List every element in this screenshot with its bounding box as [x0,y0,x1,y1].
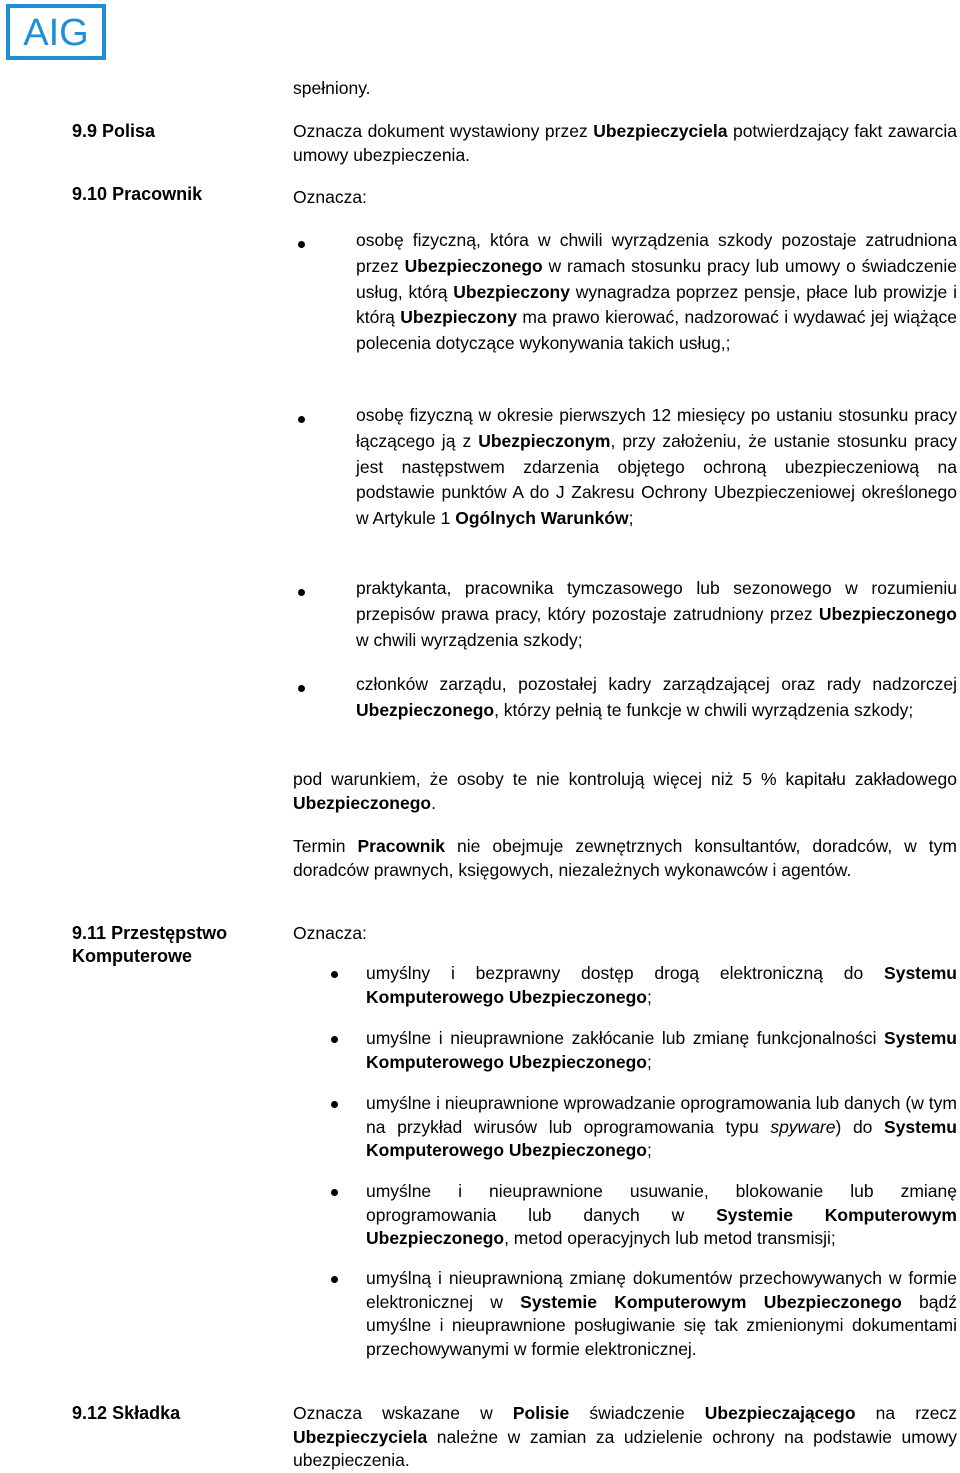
section-number: 9.11 [72,923,107,943]
italic-term: spyware [770,1116,836,1137]
emphasized-term: Systemie Komputerowym Ubezpieczonego [366,1204,957,1248]
text-run: . [431,792,436,813]
section-term: Przestępstwo [111,923,228,943]
continued-text: spełniony. [293,78,371,98]
text-run: Oznacza wskazane w [293,1403,513,1423]
emphasized-term: Ubezpieczyciela [293,1426,428,1447]
section-9-10-heading [72,183,202,206]
text-run: ) do [835,1116,885,1137]
section-term: Polisa [102,121,156,141]
section-9-11-intro: Oznacza: [293,923,367,943]
text-run: świadczenie [569,1403,705,1423]
bullet-marker [331,1276,338,1283]
section-9-10-bullet-3 [356,576,957,653]
section-9-11-heading [72,922,227,968]
emphasized-term: Ubezpieczonego [404,255,543,276]
section-9-10-bullet-2 [356,403,957,532]
text-run: , którzy pełnią te funkcje w chwili wyrządzenia szkody; [494,699,914,720]
section-9-10-exclusion [293,835,957,882]
section-number: 9.12 [72,1403,108,1423]
text-run: praktykanta, pracownika tymczasowego lub sezonowego w rozumieniu przepisów prawa pracy, który pozostaje zatrudniony przez [356,578,957,624]
emphasized-term: Ubezpieczonego [293,792,432,813]
text-run: potwierdzający fakt zawarcia umowy ubezpieczenia. [293,121,957,165]
section-term-continued: Komputerowe [72,946,193,966]
emphasized-term: Ubezpieczającego [704,1403,856,1423]
text-run: w chwili wyrządzenia szkody; [356,629,583,650]
emphasized-term: Systemie Komputerowym Ubezpieczonego [520,1291,902,1312]
text-run: należne w zamian za udzielenie ochrony na podstawie umowy ubezpieczenia. [293,1426,957,1470]
emphasized-term: Ogólnych Warunków [455,508,629,529]
emphasized-term: Ubezpieczonego [818,603,957,624]
text-run: osobę fizyczną w okresie pierwszych 12 miesięcy po ustaniu stosunku pracy łączącego ją z [356,405,957,451]
bullet-marker [331,971,338,978]
aig-logo-text: AIG [23,12,89,52]
emphasized-term: Systemu Komputerowego Ubezpieczonego [366,1028,957,1072]
section-9-11-bullet-4 [366,1180,957,1251]
text-run: członków zarządu, pozostałej kadry zarządzającej oraz rady nadzorczej [356,674,957,694]
bullet-marker [331,1101,338,1108]
text-run: umyślne i nieuprawnione usuwanie, blokowanie lub zmianę oprogramowania lub danych w [366,1181,957,1225]
text-run: pod warunkiem, że osoby te nie kontrolują więcej niż 5 % kapitału zakładowego [293,769,957,789]
text-run: na rzecz [855,1403,958,1423]
section-9-11-bullet-3 [366,1092,957,1163]
bullet-marker [298,416,305,423]
emphasized-term: Systemu Komputerowego Ubezpieczonego [366,1116,957,1160]
bullet-marker [298,685,305,692]
bullet-marker [298,241,305,248]
emphasized-term: Ubezpieczonego [356,699,495,720]
text-run: Oznacza dokument wystawiony przez [293,121,594,141]
emphasized-term: Ubezpieczyciela [593,121,728,141]
section-9-11-bullet-1 [366,962,957,1009]
emphasized-term: Ubezpieczony [453,281,570,302]
text-run: bądź umyślne i nieuprawnione posługiwanie się tak zmienionymi dokumentami przechowywanymi w formie elektronicznej. [366,1291,957,1359]
section-term: Składka [112,1403,181,1423]
text-run: wynagradza poprzez pensje, płace lub prowizje i którą [356,281,958,328]
section-9-10-condition [293,768,957,815]
emphasized-term: Ubezpieczony [400,307,517,328]
text-run: ; [646,1140,652,1160]
aig-logo-mark [14,12,98,52]
text-run: ; [628,508,634,529]
text-run: umyślną i nieuprawnioną zmianę dokumentów przechowywanych w formie elektronicznej w [366,1268,957,1312]
section-9-9-definition [293,120,957,167]
text-run: ; [646,986,652,1007]
section-9-10-bullet-4 [356,672,957,724]
text-run: , metod operacyjnych lub metod transmisji; [504,1228,836,1248]
text-run: umyślne i nieuprawnione wprowadzanie oprogramowania lub danych (w tym na przykład wirusów lub oprogramowania typu [366,1093,957,1137]
text-run: ma prawo kierować, nadzorować i wydawać jej wiążące polecenia dotyczące wykonywania takich usług,; [356,307,957,354]
section-9-10-intro: Oznacza: [293,187,367,207]
section-9-11-bullet-2 [366,1027,957,1074]
emphasized-term: Systemu Komputerowego Ubezpieczonego [366,963,957,1007]
text-run: w ramach stosunku pracy lub umowy o świadczenie usług, którą [356,255,957,302]
emphasized-term: Pracownik [357,836,446,856]
section-9-11-bullet-5 [366,1267,957,1361]
text-run: , przy założeniu, że ustanie stosunku pracy jest następstwem zdarzenia objętego ochroną ubezpieczeniową na podstawie punktów A do J Zakresu Ochrony Ubezpieczeniowej określonego w Artykule 1 [356,430,957,529]
emphasized-term: Polisie [512,1403,570,1423]
section-number: 9.10 [72,184,108,204]
bullet-marker [331,1036,338,1043]
section-9-9-heading [72,120,155,143]
emphasized-term: Ubezpieczonym [478,430,611,451]
bullet-marker [331,1189,338,1196]
text-run: ; [646,1051,652,1072]
section-number: 9.9 [72,121,98,141]
section-9-12-heading [72,1402,180,1425]
section-9-10-bullet-1 [356,228,957,357]
text-run: nie obejmuje zewnętrznych konsultantów, doradców, w tym doradców prawnych, księgowych, niezależnych wykonawców i agentów. [293,836,957,880]
aig-logo [6,4,106,60]
text-run: umyślny i bezprawny dostęp drogą elektroniczną do [366,963,885,983]
section-term: Pracownik [112,184,203,204]
text-run: Termin [293,836,358,856]
text-run: umyślne i nieuprawnione zakłócanie lub zmianę funkcjonalności [366,1028,885,1048]
bullet-marker [298,589,305,596]
text-run: osobę fizyczną, która w chwili wyrządzenia szkody pozostaje zatrudniona przez [356,230,957,276]
section-9-12-definition [293,1402,957,1473]
